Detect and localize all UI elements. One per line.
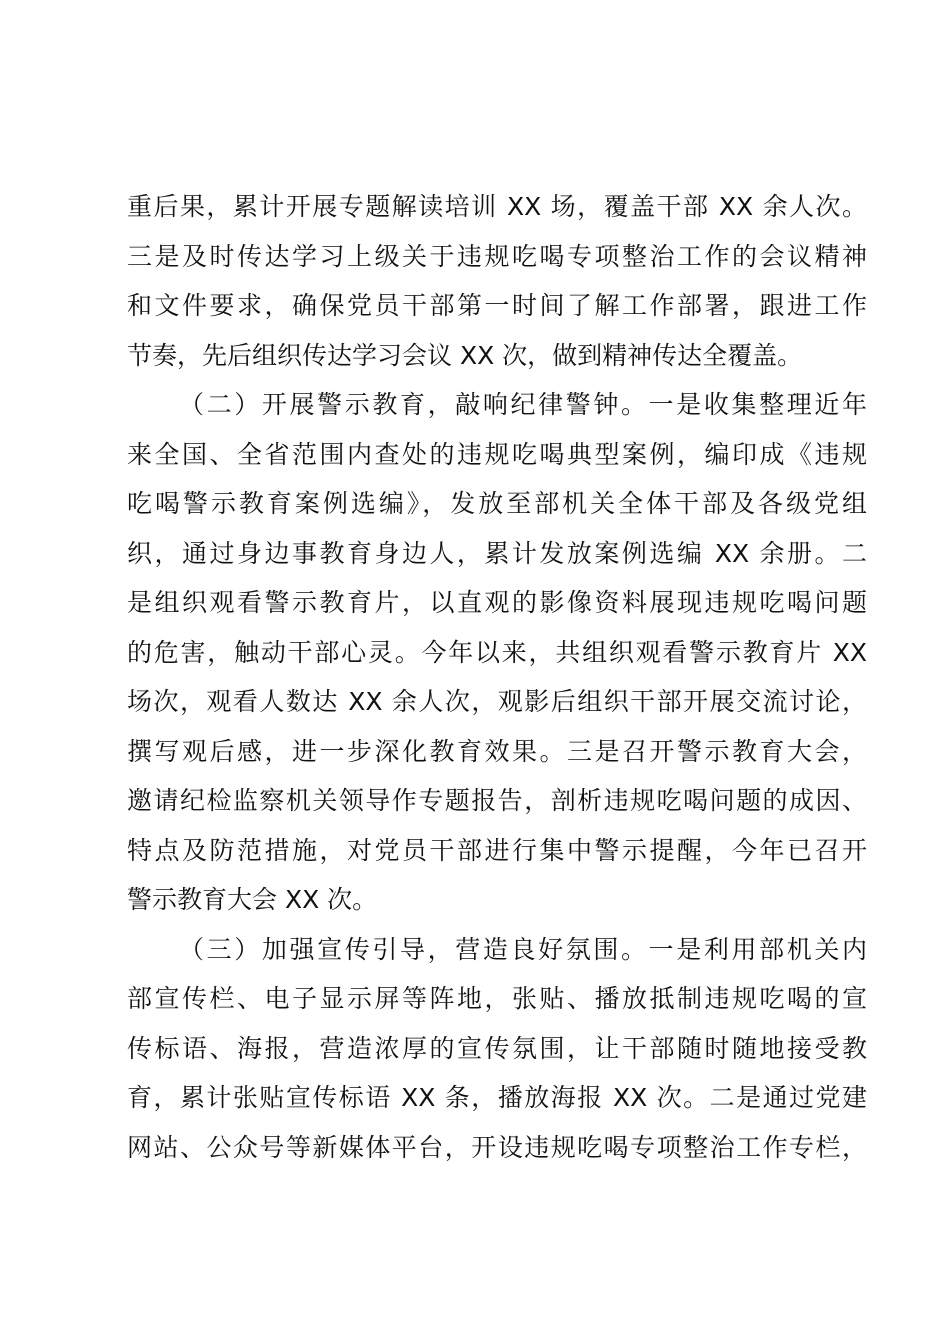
text-line: 是组织观看警示教育片，以直观的影像资料展现违规吃喝问题 [127, 588, 867, 617]
text-line: 特点及防范措施，对党员干部进行集中警示提醒，今年已召开 [127, 835, 867, 865]
text-line: 和文件要求，确保党员干部第一时间了解工作部署，跟进工作 [127, 291, 867, 320]
text-line: 邀请纪检监察机关领导作专题报告，剖析违规吃喝问题的成因、 [127, 786, 867, 815]
text-line: 部宣传栏、电子显示屏等阵地，张贴、播放抵制违规吃喝的宣 [127, 984, 867, 1013]
text-line: 织，通过身边事教育身边人，累计发放案例选编 XX 余册。二 [127, 538, 867, 568]
text-line: 三是及时传达学习上级关于违规吃喝专项整治工作的会议精神 [127, 241, 867, 271]
text-line: 节奏，先后组织传达学习会议 XX 次，做到精神传达全覆盖。 [127, 340, 803, 370]
text-line: 吃喝警示教育案例选编》，发放至部机关全体干部及各级党组 [127, 489, 867, 518]
document-body [127, 182, 867, 1172]
text-line: 传标语、海报，营造浓厚的宣传氛围，让干部随时随地接受教 [127, 1033, 867, 1063]
text-line: 重后果，累计开展专题解读培训 XX 场，覆盖干部 XX 余人次。 [127, 192, 867, 221]
text-line: 撰写观后感，进一步深化教育效果。三是召开警示教育大会， [127, 736, 867, 766]
text-line: 网站、公众号等新媒体平台，开设违规吃喝专项整治工作专栏， [127, 1132, 867, 1162]
text-line: 场次，观看人数达 XX 余人次，观影后组织干部开展交流讨论， [127, 687, 867, 716]
text-line: 育，累计张贴宣传标语 XX 条，播放海报 XX 次。二是通过党建 [127, 1083, 867, 1112]
section-heading-line: （三）加强宣传引导，营造良好氛围。一是利用部机关内 [179, 934, 867, 964]
text-line: 警示教育大会 XX 次。 [127, 885, 378, 914]
section-heading-line: （二）开展警示教育，敲响纪律警钟。一是收集整理近年 [179, 390, 867, 419]
text-line: 来全国、全省范围内查处的违规吃喝典型案例，编印成《违规 [127, 439, 867, 469]
text-line: 的危害，触动干部心灵。今年以来，共组织观看警示教育片 XX [127, 637, 867, 667]
